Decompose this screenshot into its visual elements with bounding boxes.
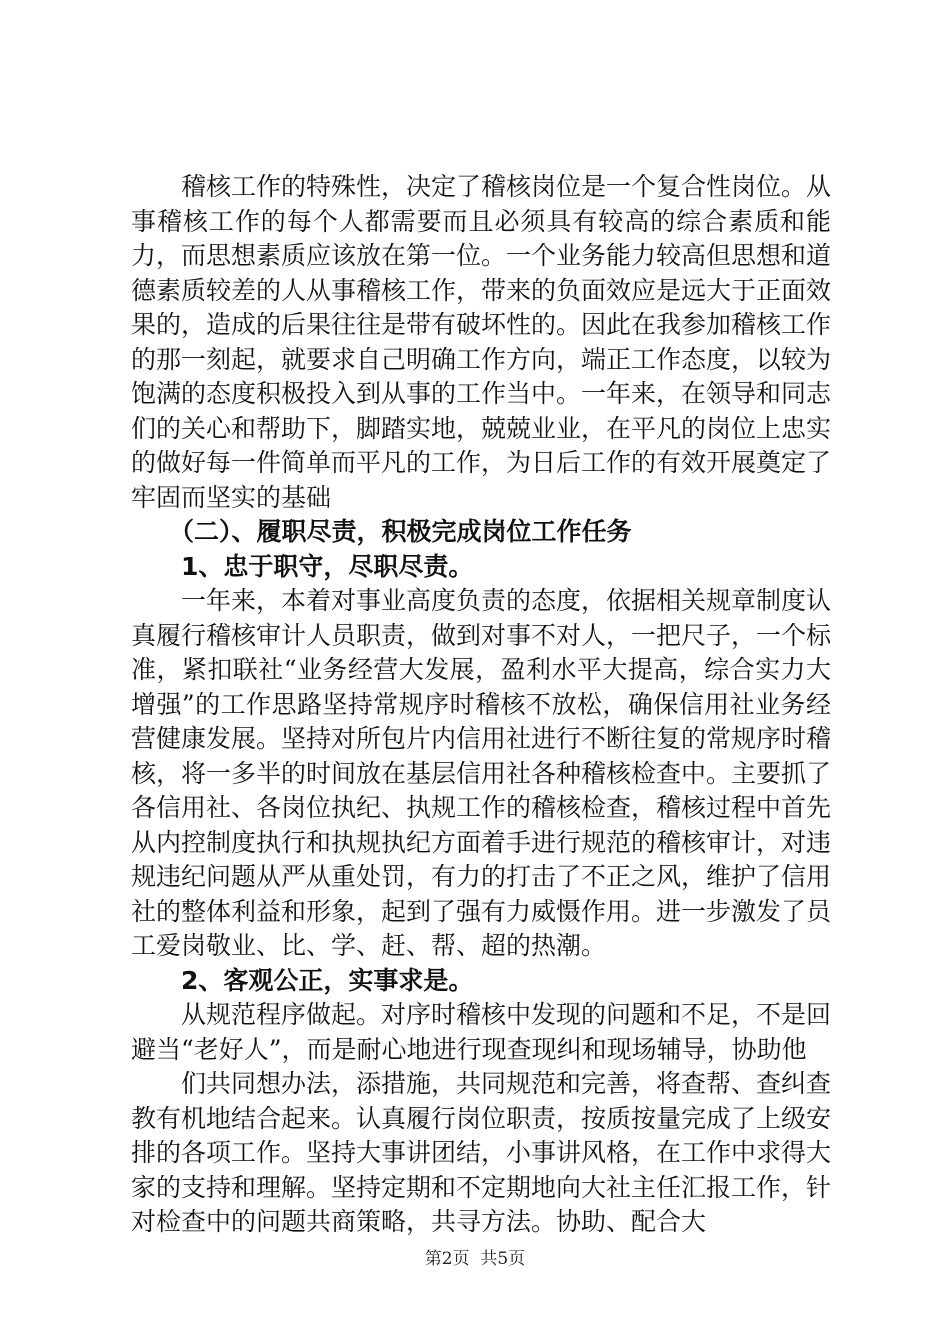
- paragraph-cooperation: 们共同想办法，添措施，共同规范和完善，将查帮、查纠查教有机地结合起来。认真履行岗位职责，按质按量完成了上级安排的各项工作。坚持大事讲团结，小事讲风格，在工作中求得大家的支持和理解。坚持定期和不定期地向大社主任汇报工作，针对检查中的问题共商策略，共寻方法。协助、配合大: [131, 1069, 832, 1236]
- paragraph-intro: 稽核工作的特殊性，决定了稽核岗位是一个复合性岗位。从事稽核工作的每个人都需要而且必须具有较高的综合素质和能力，而思想素质应该放在第一位。一个业务能力较高但思想和道德素质较差的人从事稽核工作，带来的负面效应是远大于正面效果的，造成的后果往往是带有破坏性的。因此在我参加稽核工作的那一刻起，就要求自己明确工作方向，端正工作态度，以较为饱满的态度积极投入到从事的工作当中。一年来，在领导和同志们的关心和帮助下，脚踏实地，兢兢业业，在平凡的岗位上忠实的做好每一件简单而平凡的工作，为日后工作的有效开展奠定了牢固而坚实的基础: [131, 172, 832, 512]
- subheading-1: 1、忠于职守，尽职尽责。: [181, 551, 474, 581]
- section-heading-2: （二）、履职尽责，积极完成岗位工作任务: [169, 517, 632, 546]
- document-body: [131, 170, 831, 1240]
- page-footer: [0, 1244, 950, 1269]
- paragraph-objective: 从规范程序做起。对序时稽核中发现的问题和不足，不是回避当“老好人”，而是耐心地进行现查现纠和现场辅导，协助他: [131, 1000, 832, 1064]
- subheading-2: 2、客观公正，实事求是。: [181, 965, 474, 995]
- page-number-label: 第2页 共5页: [424, 1249, 526, 1269]
- paragraph-duty: 一年来，本着对事业高度负责的态度，依据相关规章制度认真履行稽核审计人员职责，做到对事不对人，一把尺子，一个标准，紧扣联社“业务经营大发展，盈利水平大提高，综合实力大增强”的工作思路坚持常规序时稽核不放松，确保信用社业务经营健康发展。坚持对所包片内信用社进行不断往复的常规序时稽核，将一多半的时间放在基层信用社各种稽核检查中。主要抓了各信用社、各岗位执纪、执规工作的稽核检查，稽核过程中首先从内控制度执行和执规执纪方面着手进行规范的稽核审计，对违规违纪问题从严从重处罚，有力的打击了不正之风，维护了信用社的整体利益和形象，起到了强有力威慑作用。进一步激发了员工爱岗敬业、比、学、赶、帮、超的热潮。: [131, 586, 832, 960]
